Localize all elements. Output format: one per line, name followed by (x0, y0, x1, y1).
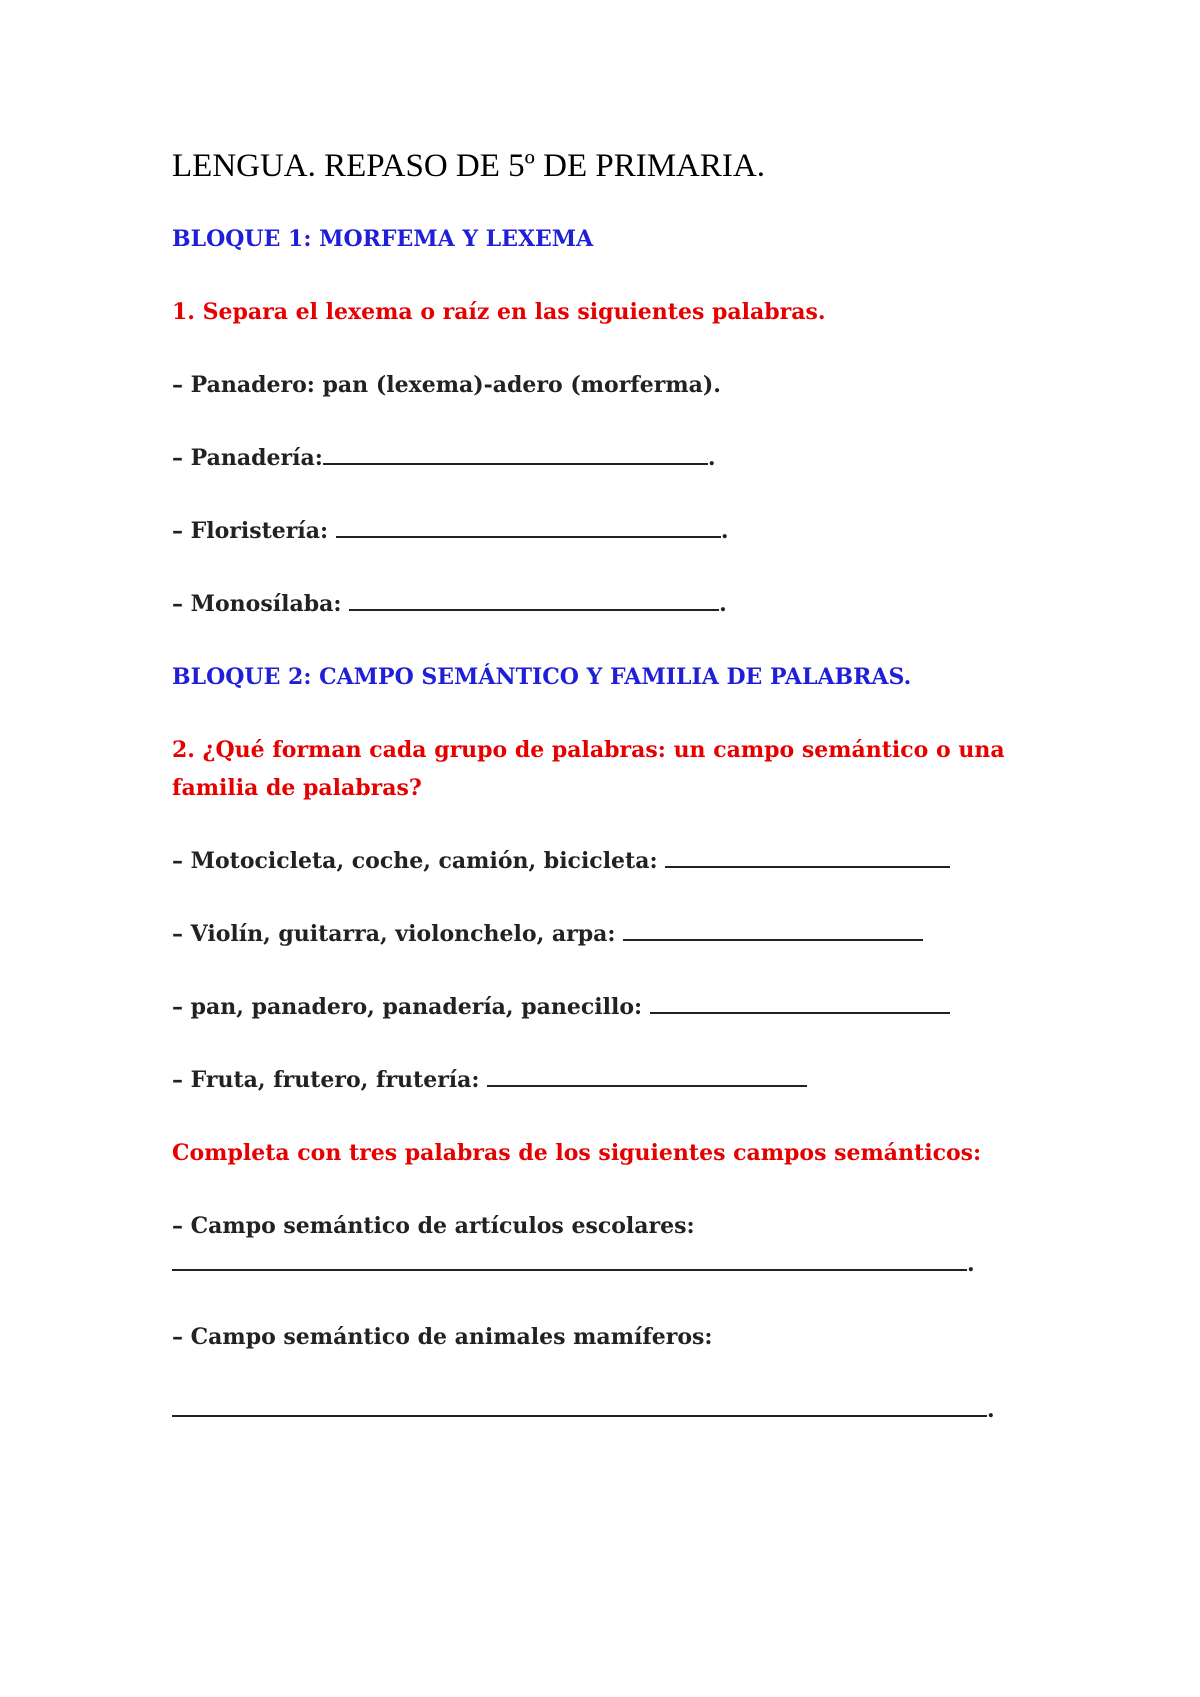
exercise-label: – Panadería: (172, 445, 323, 471)
exercise-label: – Violín, guitarra, violonchelo, arpa: (172, 921, 616, 947)
exercise-item (172, 846, 950, 876)
answer-blank[interactable] (323, 443, 708, 465)
answer-blank[interactable] (172, 1395, 987, 1417)
exercise-label: – Floristería: (172, 518, 329, 544)
exercise-item (172, 589, 727, 619)
exercise-item (172, 1065, 807, 1095)
exercise-label: – Monosílaba: (172, 591, 342, 617)
field-label-school-items: – Campo semántico de artículos escolares: (172, 1213, 695, 1239)
exercise-label: – Fruta, frutero, frutería: (172, 1067, 480, 1093)
answer-blank[interactable] (336, 516, 721, 538)
end-mark: . (719, 591, 727, 617)
question-1: 1. Separa el lexema o raíz en las siguientes palabras. (172, 299, 826, 325)
end-mark: . (967, 1251, 975, 1277)
answer-blank[interactable] (665, 846, 950, 868)
end-mark: . (707, 445, 716, 471)
answer-blank[interactable] (172, 1249, 967, 1271)
answer-blank[interactable] (650, 992, 950, 1014)
answer-line (172, 1249, 975, 1279)
exercise-label: – Motocicleta, coche, camión, bicicleta: (172, 848, 658, 874)
block-1-heading: BLOQUE 1: MORFEMA Y LEXEMA (172, 226, 594, 252)
block-2-heading: BLOQUE 2: CAMPO SEMÁNTICO Y FAMILIA DE PALABRAS. (172, 664, 912, 690)
answer-blank[interactable] (349, 589, 719, 611)
end-mark: . (987, 1397, 995, 1423)
exercise-item (172, 516, 728, 546)
exercise-item (172, 443, 716, 473)
answer-line (172, 1395, 995, 1425)
question-2-line-1: 2. ¿Qué forman cada grupo de palabras: un campo semántico o una (172, 737, 1005, 763)
end-mark: . (720, 518, 729, 544)
exercise-label: – pan, panadero, panadería, panecillo: (172, 994, 643, 1020)
answer-blank[interactable] (487, 1065, 807, 1087)
answer-blank[interactable] (623, 919, 923, 941)
page-title: LENGUA. REPASO DE 5º DE PRIMARIA. (172, 148, 765, 184)
example-item: – Panadero: pan (lexema)-adero (morferma). (172, 372, 721, 398)
field-label-mammals: – Campo semántico de animales mamíferos: (172, 1324, 713, 1350)
exercise-item (172, 992, 950, 1022)
question-2-line-2: familia de palabras? (172, 775, 422, 801)
exercise-item (172, 919, 923, 949)
complete-instruction: Completa con tres palabras de los siguientes campos semánticos: (172, 1140, 982, 1166)
